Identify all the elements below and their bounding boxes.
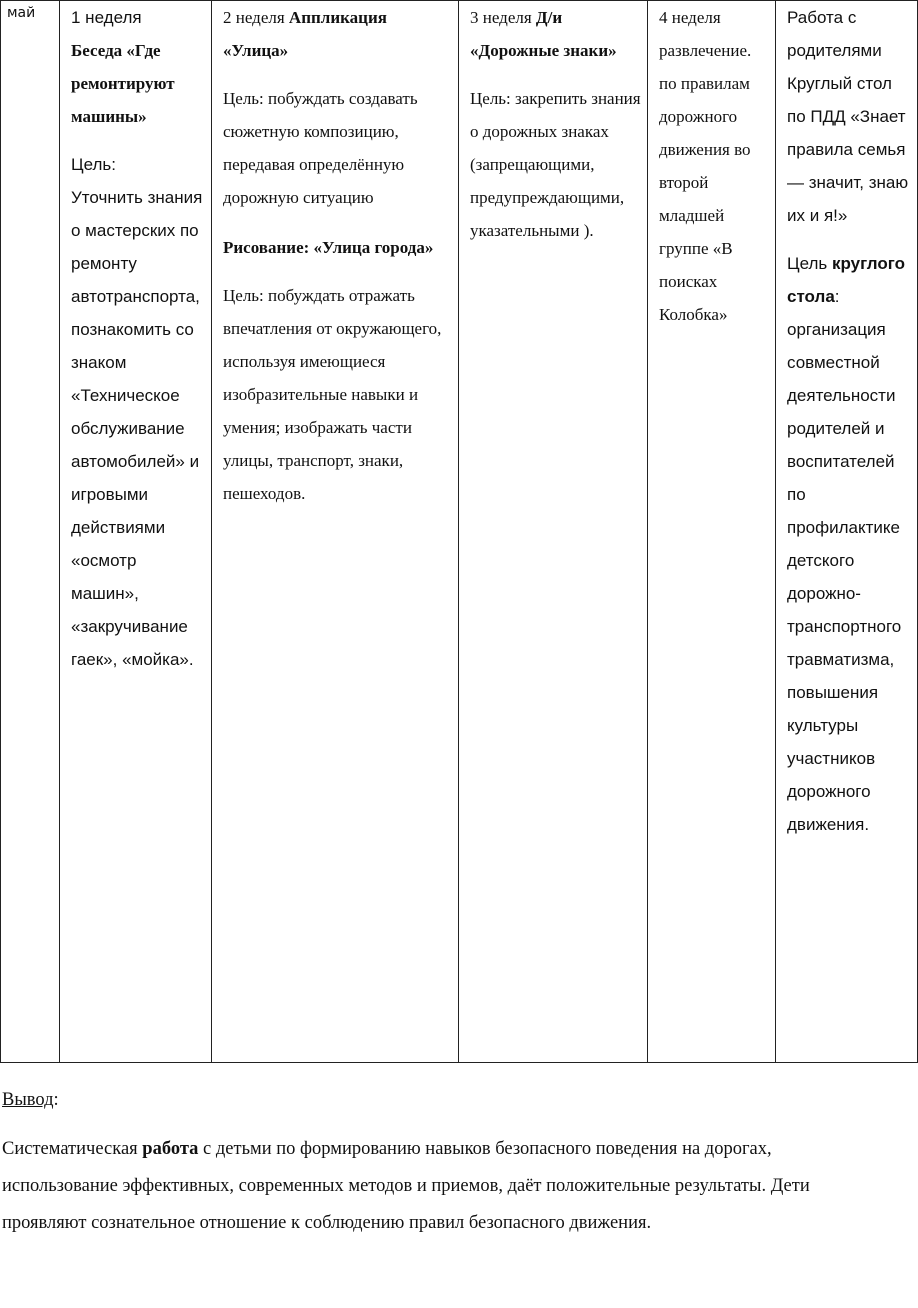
table-row bbox=[1, 1, 918, 1063]
week1-heading: 1 неделя bbox=[71, 8, 142, 27]
conclusion-colon: : bbox=[53, 1090, 59, 1110]
week2-goal1: Цель: побуждать создавать сюжетную композицию, передавая определённую дорожную ситуацию bbox=[223, 89, 418, 207]
conclusion-text-bold: работа bbox=[142, 1139, 199, 1159]
conclusion-paragraph bbox=[2, 1131, 812, 1242]
week2-title1: Аппликация «Улица» bbox=[223, 8, 387, 60]
week3-title: Д/и «Дорожные знаки» bbox=[470, 8, 617, 60]
week2-goal2: Цель: побуждать отражать впечатления от окружающего, используя имеющиеся изобразительные навыки и умения; изображать части улицы, транспорт, знаки, пешеходов. bbox=[223, 286, 442, 503]
week2-cell bbox=[212, 1, 459, 1063]
month-label: май bbox=[7, 5, 36, 21]
week1-goal-label: Цель: bbox=[71, 155, 116, 174]
week1-goal-text: Уточнить знания о мастерских по ремонту автотранспорта, познакомить со знаком «Техническое обслуживание автомобилей» и игровыми действиями «осмотр машин», «закручивание гаек», «мойка». bbox=[71, 188, 203, 669]
week3-goal: Цель: закрепить знания о дорожных знаках (запрещающими, предупреждающими, указательными ). bbox=[470, 89, 641, 240]
parents-goal-label: Цель bbox=[787, 254, 828, 273]
parents-goal-text: : организация совместной деятельности родителей и воспитателей по профилактике детского дорожно-транспортного травматизма, повышения культуры участников дорожного движения. bbox=[787, 287, 902, 834]
conclusion-text-after: с детьми по формированию навыков безопасного поведения на дорогах, использование эффективных, современных методов и приемов, даёт положительные результаты. Дети проявляют сознательное отношение к соблюдению правил безопасного движения. bbox=[2, 1139, 810, 1233]
week2-title2: Рисование: «Улица города» bbox=[223, 238, 434, 257]
week2-heading: 2 неделя bbox=[223, 8, 285, 27]
week4-cell bbox=[648, 1, 776, 1063]
parents-goal-bold: круглого стола bbox=[787, 254, 905, 306]
week1-cell bbox=[60, 1, 212, 1063]
parents-text: Работа с родителями Круглый стол по ПДД «Знает правила семья — значит, знаю их и я!» bbox=[787, 8, 909, 225]
month-cell bbox=[1, 1, 60, 1063]
conclusion-label: Вывод bbox=[2, 1090, 54, 1110]
conclusion-text-before: Систематическая bbox=[2, 1139, 143, 1159]
conclusion-section bbox=[2, 1082, 812, 1242]
week4-heading: 4 неделя bbox=[659, 8, 721, 27]
week1-title: Беседа «Где ремонтируют машины» bbox=[71, 41, 175, 126]
week3-heading: 3 неделя bbox=[470, 8, 532, 27]
week3-cell bbox=[459, 1, 648, 1063]
week4-text: развлечение. по правилам дорожного движения во второй младшей группе «В поисках Колобка» bbox=[659, 41, 752, 324]
parents-cell bbox=[776, 1, 918, 1063]
